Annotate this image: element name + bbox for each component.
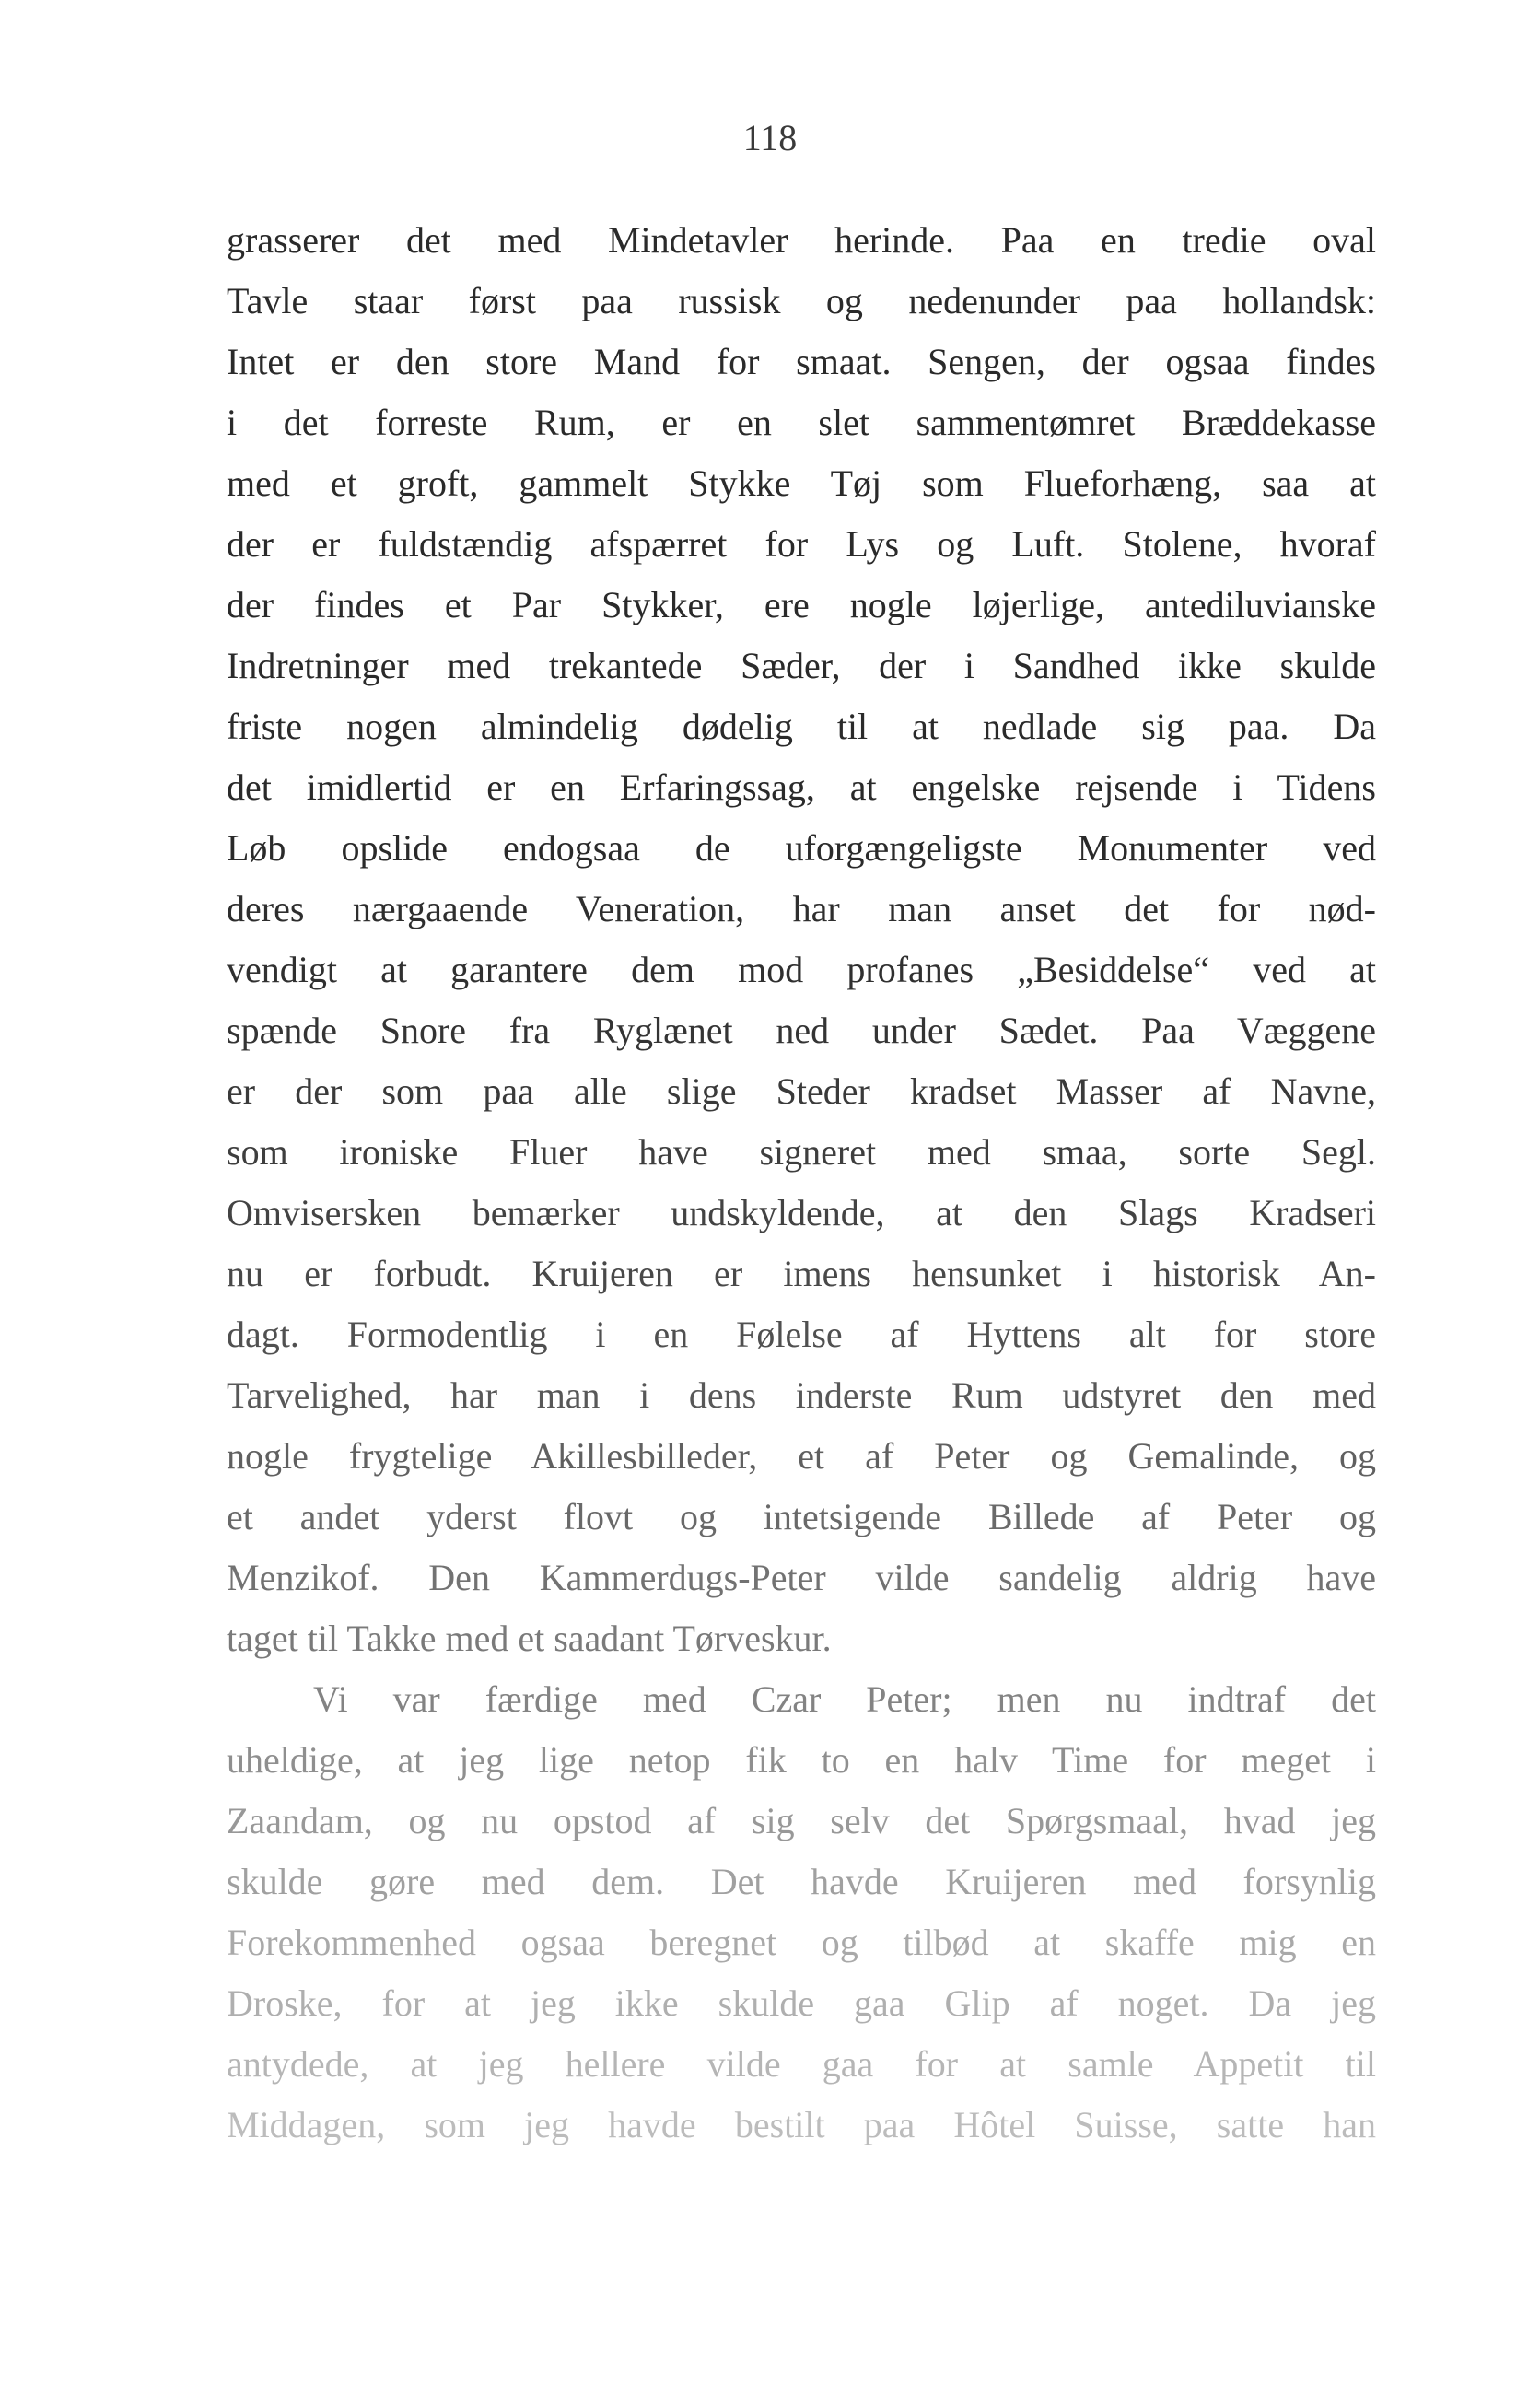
text-line: Vi var færdige med Czar Peter; men nu indtraf det xyxy=(313,1678,1376,1720)
text-line: taget til Takke med et saadant Tørveskur. xyxy=(227,1618,832,1659)
text-line: Tarvelighed, har man i dens inderste Rum udstyret den med xyxy=(227,1374,1376,1416)
text-line: Omvisersken bemærker undskyldende, at den Slags Kradseri xyxy=(227,1192,1376,1233)
text-line: der findes et Par Stykker, ere nogle løjerlige, antediluvianske xyxy=(227,584,1376,625)
text-line: nu er forbudt. Kruijeren er imens hensunket i historisk An- xyxy=(227,1253,1376,1294)
text-line: et andet yderst flovt og intetsigende Billede af Peter og xyxy=(227,1496,1376,1537)
text-line: Intet er den store Mand for smaat. Sengen, der ogsaa findes xyxy=(227,341,1376,382)
text-line: Droske, for at jeg ikke skulde gaa Glip af noget. Da jeg xyxy=(227,1982,1376,2024)
text-line: vendigt at garantere dem mod profanes „Besiddelse“ ved at xyxy=(227,949,1376,990)
text-line: spænde Snore fra Ryglænet ned under Sædet. Paa Væggene xyxy=(227,1010,1376,1051)
text-line: nogle frygtelige Akillesbilleder, et af Peter og Gemalinde, og xyxy=(227,1435,1376,1477)
text-line: grasserer det med Mindetavler herinde. Paa en tredie oval xyxy=(227,219,1376,261)
text-line: dagt. Formodentlig i en Følelse af Hyttens alt for store xyxy=(227,1314,1376,1355)
text-line: det imidlertid er en Erfaringssag, at engelske rejsende i Tidens xyxy=(227,766,1376,808)
page-number: 118 xyxy=(742,117,798,158)
text-line: Tavle staar først paa russisk og nedenunder paa hollandsk: xyxy=(227,280,1376,321)
text-line: er der som paa alle slige Steder kradset Masser af Navne, xyxy=(227,1070,1376,1112)
text-line: der er fuldstændig afspærret for Lys og Luft. Stolene, hvoraf xyxy=(227,523,1376,565)
text-line: med et groft, gammelt Stykke Tøj som Flueforhæng, saa at xyxy=(227,462,1376,504)
text-line: Zaandam, og nu opstod af sig selv det Spørgsmaal, hvad jeg xyxy=(227,1800,1376,1841)
text-line: Forekommenhed ogsaa beregnet og tilbød at skaffe mig en xyxy=(227,1922,1376,1963)
text-line: friste nogen almindelig dødelig til at nedlade sig paa. Da xyxy=(227,706,1376,747)
text-line: antydede, at jeg hellere vilde gaa for at samle Appetit til xyxy=(227,2043,1376,2085)
text-line: deres nærgaaende Veneration, har man anset det for nød- xyxy=(227,888,1376,929)
text-line: skulde gøre med dem. Det havde Kruijeren med forsynlig xyxy=(227,1861,1376,1902)
body-text xyxy=(227,210,1376,2156)
text-line: Menzikof. Den Kammerdugs-Peter vilde sandelig aldrig have xyxy=(227,1557,1376,1598)
text-line: som ironiske Fluer have signeret med smaa, sorte Segl. xyxy=(227,1131,1376,1173)
text-line: Middagen, som jeg havde bestilt paa Hôtel Suisse, satte han xyxy=(227,2104,1376,2145)
text-line: uheldige, at jeg lige netop fik to en halv Time for meget i xyxy=(227,1739,1376,1781)
text-line: i det forreste Rum, er en slet sammentømret Bræddekasse xyxy=(227,402,1376,443)
text-line: Indretninger med trekantede Sæder, der i Sandhed ikke skulde xyxy=(227,645,1376,686)
text-line: Løb opslide endogsaa de uforgængeligste Monumenter ved xyxy=(227,827,1376,869)
